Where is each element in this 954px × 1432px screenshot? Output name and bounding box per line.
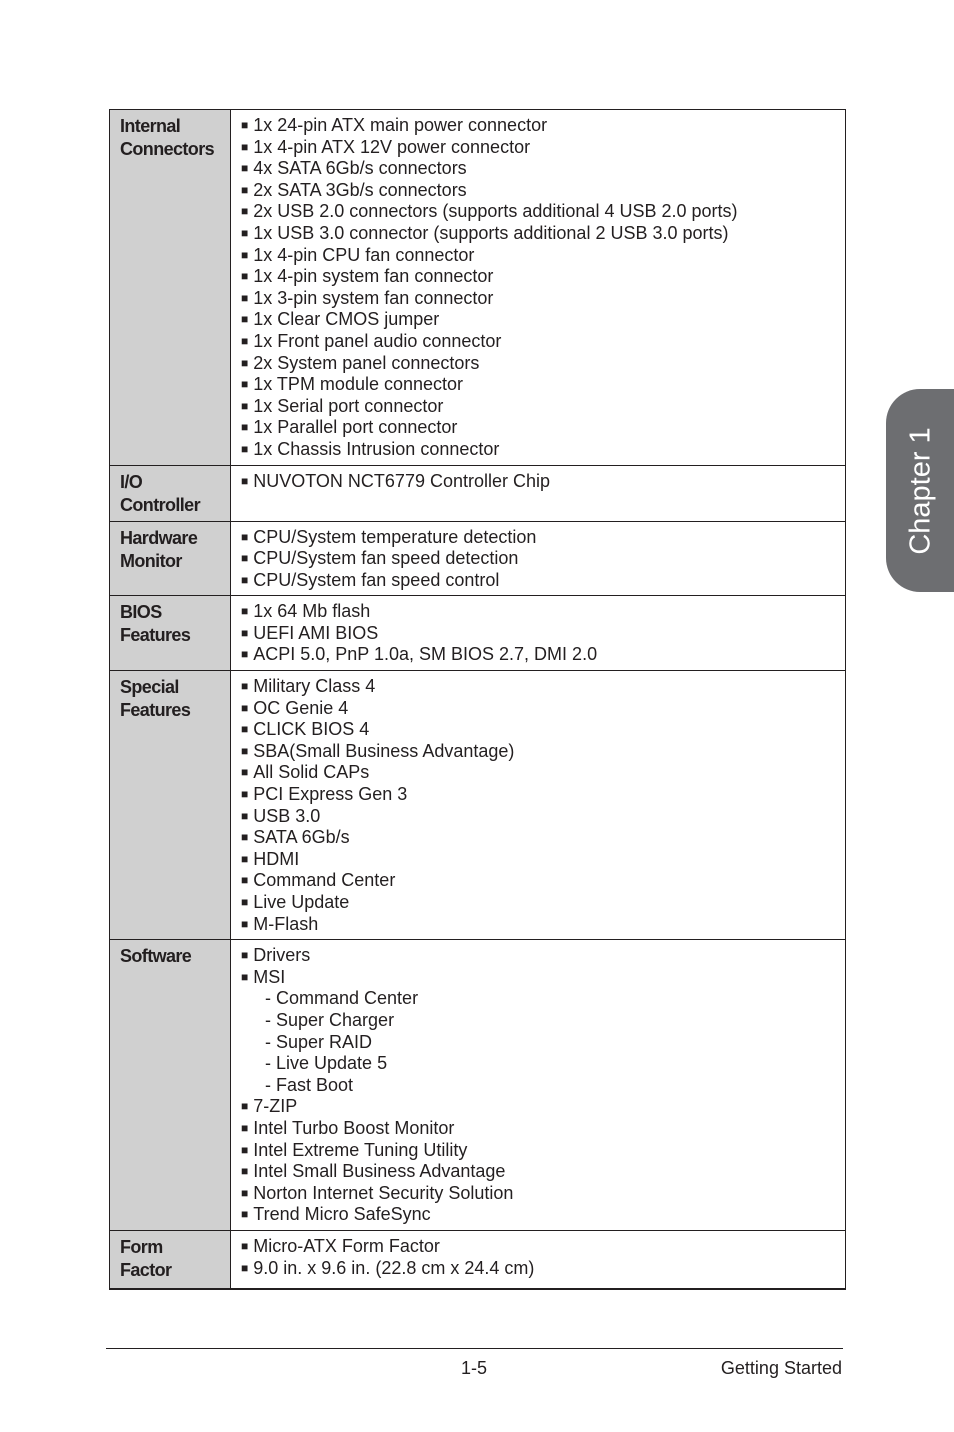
spec-item-text: 1x Serial port connector (253, 395, 444, 416)
spec-list-item (241, 1096, 836, 1118)
spec-item-list (241, 527, 836, 592)
spec-label-line: Form (120, 1236, 163, 1257)
spec-list-item (241, 1118, 836, 1140)
spec-list-item (241, 601, 836, 623)
spec-item-text: 1x Parallel port connector (253, 417, 458, 438)
spec-item-text: 2x SATA 3Gb/s connectors (253, 179, 467, 200)
spec-list-item (241, 201, 836, 223)
spec-item-text: Micro-ATX Form Factor (253, 1235, 440, 1256)
spec-item-text: SATA 6Gb/s (253, 827, 350, 848)
spec-list-item (241, 784, 836, 806)
spec-list-item (241, 698, 836, 720)
spec-label-line: BIOS (120, 602, 162, 623)
spec-label-line: Internal (120, 116, 181, 136)
spec-list-item (241, 309, 836, 331)
spec-label-cell (110, 596, 231, 671)
spec-list-item (241, 1258, 836, 1280)
spec-item-text: 9.0 in. x 9.6 in. (22.8 cm x 24.4 cm) (253, 1257, 535, 1278)
spec-item-text: CPU/System fan speed control (253, 569, 500, 590)
spec-label-cell (110, 110, 231, 466)
spec-item-list (241, 1236, 836, 1279)
spec-label-line: Special (120, 677, 179, 698)
spec-item-list (241, 115, 836, 461)
spec-item-text: MSI (253, 966, 286, 987)
spec-row (110, 596, 846, 671)
spec-item-text: Live Update (253, 892, 350, 912)
spec-list-item (241, 806, 836, 828)
spec-label-line: Software (120, 946, 192, 967)
spec-item-list (241, 471, 836, 493)
spec-list-item (241, 396, 836, 418)
spec-item-text: 2x System panel connectors (253, 352, 480, 373)
spec-label-cell (110, 521, 231, 596)
spec-item-text: 1x Clear CMOS jumper (253, 309, 440, 330)
spec-list-item (241, 471, 836, 493)
spec-label-line: Features (120, 625, 191, 646)
spec-list-item (241, 849, 836, 871)
spec-list-item (241, 266, 836, 288)
spec-list-item (241, 967, 836, 989)
spec-item-text: 1x Chassis Intrusion connector (253, 438, 500, 459)
spec-list-item (241, 245, 836, 267)
spec-item-text: Trend Micro SafeSync (253, 1204, 431, 1225)
spec-label-cell (110, 465, 231, 521)
spec-list-item (241, 527, 836, 549)
spec-content-cell (231, 596, 846, 671)
spec-item-text: Norton Internet Security Solution (253, 1182, 514, 1203)
spec-item-text: CPU/System fan speed detection (253, 548, 519, 569)
spec-item-text: 1x TPM module connector (253, 374, 464, 395)
spec-item-text: 2x USB 2.0 connectors (supports additional 4 USB 2.0 ports) (253, 201, 738, 222)
spec-list-item (241, 762, 836, 784)
spec-list-item (241, 1161, 836, 1183)
spec-row (110, 671, 846, 940)
spec-item-list (241, 676, 836, 935)
spec-list-item (241, 158, 836, 180)
spec-item-text: UEFI AMI BIOS (253, 622, 379, 643)
spec-list-item (241, 288, 836, 310)
spec-list-item (241, 914, 836, 936)
spec-item-text: 1x 24-pin ATX main power connector (253, 115, 548, 135)
spec-label-line: I/O (120, 471, 143, 492)
spec-item-text: 1x 4-pin ATX 12V power connector (253, 136, 531, 157)
spec-item-text: 7-ZIP (253, 1096, 298, 1117)
spec-row (110, 1230, 846, 1289)
spec-row (110, 521, 846, 596)
spec-label-cell (110, 940, 231, 1231)
spec-list-item (241, 570, 836, 592)
spec-item-text: 1x 64 Mb flash (253, 601, 371, 622)
spec-item-text: Intel Extreme Tuning Utility (253, 1139, 468, 1160)
spec-sub-item (241, 1032, 836, 1054)
spec-item-text: HDMI (253, 848, 300, 869)
spec-label-cell (110, 671, 231, 940)
spec-item-text: Live Update 5 (276, 1053, 388, 1074)
spec-list-item (241, 548, 836, 570)
spec-item-text: Super Charger (276, 1009, 395, 1030)
spec-row (110, 110, 846, 466)
spec-list-item (241, 1204, 836, 1226)
spec-sub-item (241, 1075, 836, 1097)
spec-list-item (241, 1183, 836, 1205)
spec-list-item (241, 892, 836, 914)
spec-sub-item (241, 1010, 836, 1032)
spec-list-item (241, 870, 836, 892)
spec-label-line: Controller (120, 494, 201, 515)
spec-item-text: 4x SATA 6Gb/s connectors (253, 158, 467, 179)
spec-list-item (241, 223, 836, 245)
spec-item-text: USB 3.0 (253, 805, 321, 826)
chapter-tab (886, 389, 954, 592)
spec-item-text: Command Center (276, 988, 419, 1009)
spec-table-body (110, 110, 846, 1289)
spec-item-list (241, 945, 836, 1226)
spec-list-item (241, 945, 836, 967)
spec-content-cell (231, 940, 846, 1231)
spec-list-item (241, 417, 836, 439)
spec-list-item (241, 137, 836, 159)
spec-list-item (241, 1236, 836, 1258)
spec-content-cell (231, 1230, 846, 1289)
spec-row (110, 940, 846, 1231)
spec-list-item (241, 644, 836, 666)
spec-item-text: 1x 4-pin system fan connector (253, 266, 494, 287)
spec-label-line: Hardware (120, 527, 198, 548)
spec-item-text: CLICK BIOS 4 (253, 719, 370, 740)
spec-item-text: Intel Turbo Boost Monitor (253, 1117, 455, 1138)
spec-item-text: Intel Small Business Advantage (253, 1161, 506, 1182)
spec-item-text: CPU/System temperature detection (253, 526, 537, 547)
spec-item-text: OC Genie 4 (253, 697, 349, 718)
spec-label-line: Factor (120, 1259, 172, 1280)
spec-list-item (241, 180, 836, 202)
spec-sub-item (241, 988, 836, 1010)
spec-item-text: PCI Express Gen 3 (253, 784, 408, 805)
spec-list-item (241, 719, 836, 741)
spec-label-line: Connectors (120, 139, 215, 159)
spec-list-item (241, 353, 836, 375)
spec-row (110, 465, 846, 521)
spec-list-item (241, 374, 836, 396)
spec-item-text: 1x 3-pin system fan connector (253, 287, 494, 308)
spec-item-text: M-Flash (253, 913, 319, 934)
spec-item-text: SBA(Small Business Advantage) (253, 740, 515, 761)
spec-item-text: All Solid CAPs (253, 762, 370, 783)
spec-list-item (241, 331, 836, 353)
spec-list-item (241, 115, 836, 137)
spec-content-cell (231, 110, 846, 466)
spec-item-text: Command Center (253, 870, 396, 891)
spec-item-list (241, 601, 836, 666)
spec-item-text: Super RAID (276, 1031, 373, 1052)
spec-content-cell (231, 521, 846, 596)
spec-label-line: Features (120, 700, 191, 721)
spec-item-text: Fast Boot (276, 1074, 354, 1095)
spec-sub-item (241, 1053, 836, 1075)
spec-list-item (241, 439, 836, 461)
spec-item-text: ACPI 5.0, PnP 1.0a, SM BIOS 2.7, DMI 2.0 (253, 644, 598, 665)
spec-item-text: Drivers (253, 945, 311, 966)
spec-label-cell (110, 1230, 231, 1289)
spec-item-text: 1x USB 3.0 connector (supports additional 2 USB 3.0 ports) (253, 222, 729, 243)
spec-list-item (241, 827, 836, 849)
spec-item-text: Military Class 4 (253, 676, 376, 697)
spec-item-text: 1x Front panel audio connector (253, 330, 502, 351)
spec-content-cell (231, 671, 846, 940)
page-number: 1-5 (461, 1358, 488, 1378)
spec-label-line: Monitor (120, 550, 182, 571)
spec-list-item (241, 623, 836, 645)
spec-item-text: NUVOTON NCT6779 Controller Chip (253, 470, 551, 491)
footer-section-title: Getting Started (720, 1358, 842, 1378)
spec-content-cell (231, 465, 846, 521)
spec-table (109, 109, 846, 1290)
footer-divider (106, 1348, 843, 1349)
spec-list-item (241, 676, 836, 698)
spec-list-item (241, 1140, 836, 1162)
spec-item-text: 1x 4-pin CPU fan connector (253, 244, 475, 265)
chapter-tab-label: Chapter 1 (904, 426, 937, 555)
spec-list-item (241, 741, 836, 763)
